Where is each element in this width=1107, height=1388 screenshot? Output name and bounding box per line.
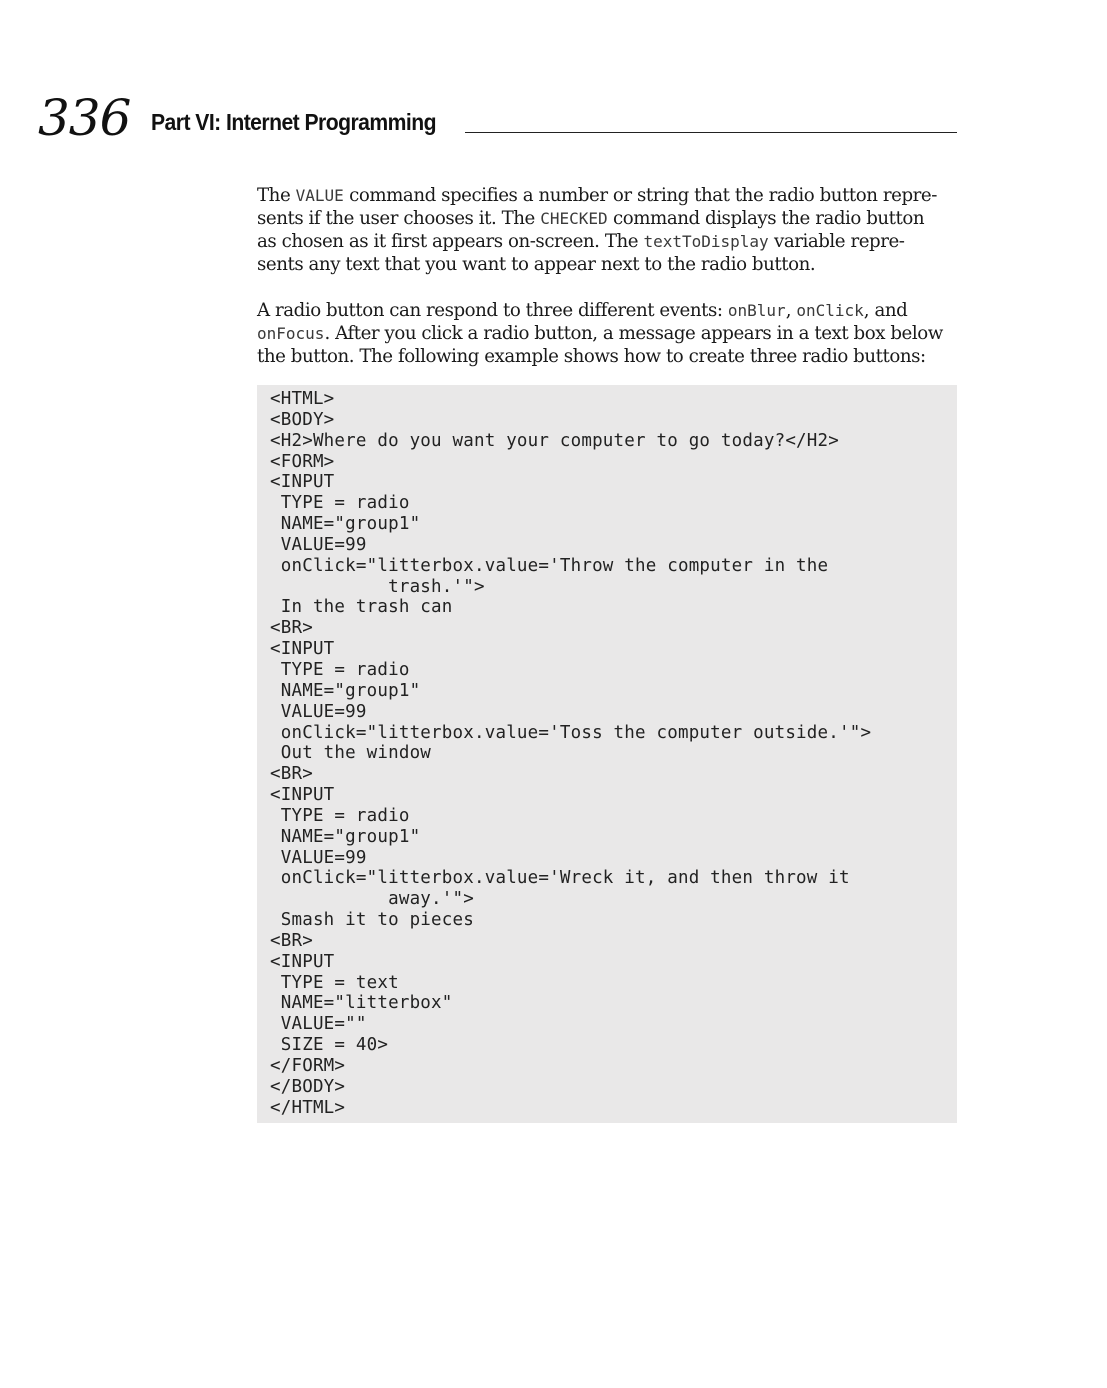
inline-code: onFocus bbox=[257, 324, 325, 343]
text-run: command specifies a number or string that the radio button repre- bbox=[343, 185, 937, 206]
text-line bbox=[257, 322, 957, 345]
code-listing-block bbox=[257, 385, 957, 1123]
inline-code: textToDisplay bbox=[643, 232, 769, 251]
inline-code: CHECKED bbox=[540, 209, 608, 228]
text-run: command displays the radio button bbox=[607, 208, 925, 229]
text-line bbox=[257, 230, 957, 253]
text-line bbox=[257, 207, 957, 230]
text-run: variable repre- bbox=[768, 231, 905, 252]
text-run: The bbox=[257, 185, 296, 206]
inline-code: onClick bbox=[796, 301, 864, 320]
text-run: , and bbox=[863, 300, 908, 321]
paragraph-radio-events bbox=[257, 299, 957, 368]
running-head bbox=[151, 108, 957, 136]
text-line bbox=[257, 299, 957, 322]
code-listing: <HTML> <BODY> <H2>Where do you want your computer to go today?</H2> <FORM> <INPUT TYPE = radio NAME="group1" VALUE=99 onClick="litterbox.value='Throw the computer in the trash.'"> In the trash can <BR> <INPUT TYPE = radio NAME="group1" VALUE=99 onClick="litterbox.value='Toss the computer outside.'"> Out the window <BR> <INPUT TYPE = radio NAME="group1" VALUE=99 onClick="litterbox.value='Wreck it, and then throw it away.'"> Smash it to pieces <BR> <INPUT TYPE = text NAME="litterbox" VALUE="" SIZE = 40> </FORM> </BODY> </HTML> bbox=[270, 389, 872, 1118]
paragraph-value-command bbox=[257, 184, 957, 276]
text-run: , bbox=[785, 300, 797, 321]
text-run: . After you click a radio button, a message appears in a text box below bbox=[324, 323, 943, 344]
text-line: sents any text that you want to appear next to the radio button. bbox=[257, 254, 816, 275]
text-run: as chosen as it first appears on-screen. The bbox=[257, 231, 644, 252]
header-rule bbox=[465, 132, 957, 133]
text-line: the button. The following example shows how to create three radio buttons: bbox=[257, 346, 926, 367]
inline-code: VALUE bbox=[295, 186, 344, 205]
section-title: Part VI: Internet Programming bbox=[151, 109, 436, 135]
text-line bbox=[257, 184, 957, 207]
text-run: A radio button can respond to three different events: bbox=[257, 300, 728, 321]
body-text bbox=[257, 184, 957, 391]
page-number: 336 bbox=[38, 89, 131, 147]
inline-code: onBlur bbox=[727, 301, 786, 320]
text-run: sents if the user chooses it. The bbox=[257, 208, 541, 229]
